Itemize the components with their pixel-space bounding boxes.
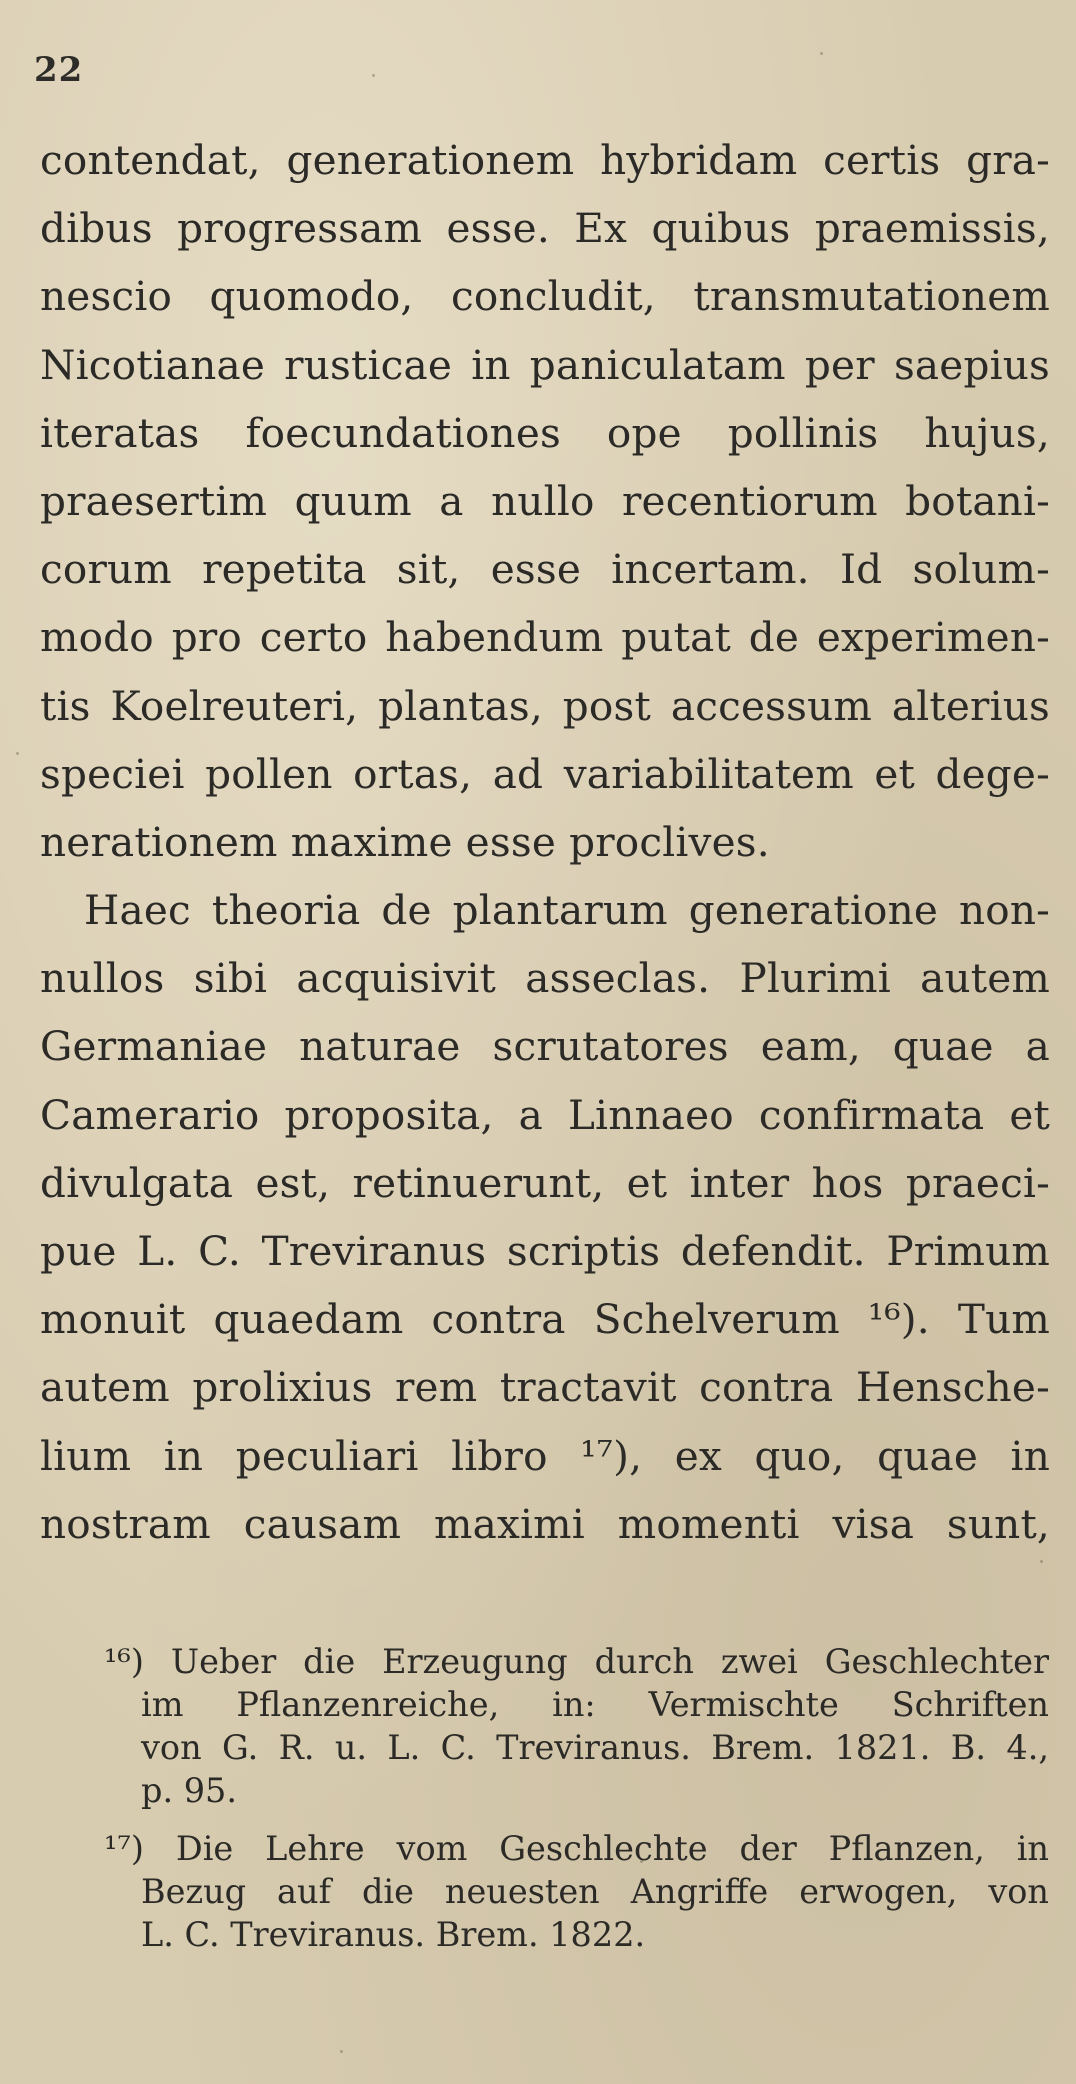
text-line: Germaniae naturae scrutatores eam, quae a [40, 1022, 1050, 1071]
text-line: modo pro certo habendum putat de experimen- [40, 613, 1050, 662]
footnote-line: L. C. Treviranus. Brem. 1822. [141, 1915, 646, 1954]
text-line: autem prolixius rem tractavit contra Hensche- [40, 1363, 1050, 1412]
page-number: 22 [34, 50, 84, 90]
text-line: divulgata est, retinuerunt, et inter hos praeci- [40, 1158, 1050, 1207]
footnote-17 [104, 1827, 1049, 1956]
paper-speck [640, 1860, 643, 1863]
text-line: monuit quaedam contra Schelverum ¹⁶). Tum [40, 1295, 1050, 1344]
text-line: corum repetita sit, esse incertam. Id solum- [40, 545, 1050, 594]
paper-speck [16, 752, 19, 755]
text-line: speciei pollen ortas, ad variabilitatem et dege- [40, 749, 1050, 798]
text-line: contendat, generationem hybridam certis gra- [40, 136, 1050, 184]
footnote-line: Bezug auf die neuesten Angriffe erwogen, von [141, 1872, 1049, 1911]
footnote-line: ¹⁷) Die Lehre vom Geschlechte der Pflanzen, in [104, 1829, 1049, 1868]
footnotes [104, 1640, 1049, 1956]
text-line: Camerario proposita, a Linnaeo confirmata et [40, 1090, 1050, 1139]
footnote-16 [104, 1640, 1049, 1812]
text-line: pue L. C. Treviranus scriptis defendit. Primum [40, 1227, 1050, 1275]
footnote-line: von G. R. u. L. C. Treviranus. Brem. 1821. B. 4., [141, 1728, 1049, 1767]
text-line: praesertim quum a nullo recentiorum botani- [40, 476, 1050, 525]
paper-speck [820, 52, 823, 55]
paper-speck [340, 2050, 343, 2053]
footnote-line: ¹⁶) Ueber die Erzeugung durch zwei Geschlechter [104, 1642, 1049, 1681]
paragraph-start-line: Haec theoria de plantarum generatione non- [84, 886, 1050, 935]
text-line: nescio quomodo, concludit, transmutationem [40, 272, 1050, 321]
footnote-line: im Pflanzenreiche, in: Vermischte Schriften [141, 1685, 1049, 1724]
paper-speck [1040, 1560, 1043, 1563]
text-line: tis Koelreuteri, plantas, post accessum alterius [40, 681, 1050, 730]
body-text [40, 126, 1050, 1558]
paper-speck [372, 74, 375, 77]
footnote-spacer [104, 1812, 1049, 1827]
text-line: iteratas foecundationes ope pollinis hujus, [40, 408, 1050, 457]
text-line: lium in peculiari libro ¹⁷), ex quo, quae in [40, 1431, 1050, 1480]
text-line: dibus progressam esse. Ex quibus praemissis, [40, 204, 1050, 253]
text-line: nullos sibi acquisivit asseclas. Plurimi autem [40, 954, 1050, 1003]
text-line: nostram causam maximi momenti visa sunt, [40, 1499, 1050, 1548]
footnote-line: p. 95. [141, 1771, 238, 1810]
text-line: Nicotianae rusticae in paniculatam per saepius [40, 340, 1050, 389]
text-line: nerationem maxime esse proclives. [40, 817, 770, 866]
